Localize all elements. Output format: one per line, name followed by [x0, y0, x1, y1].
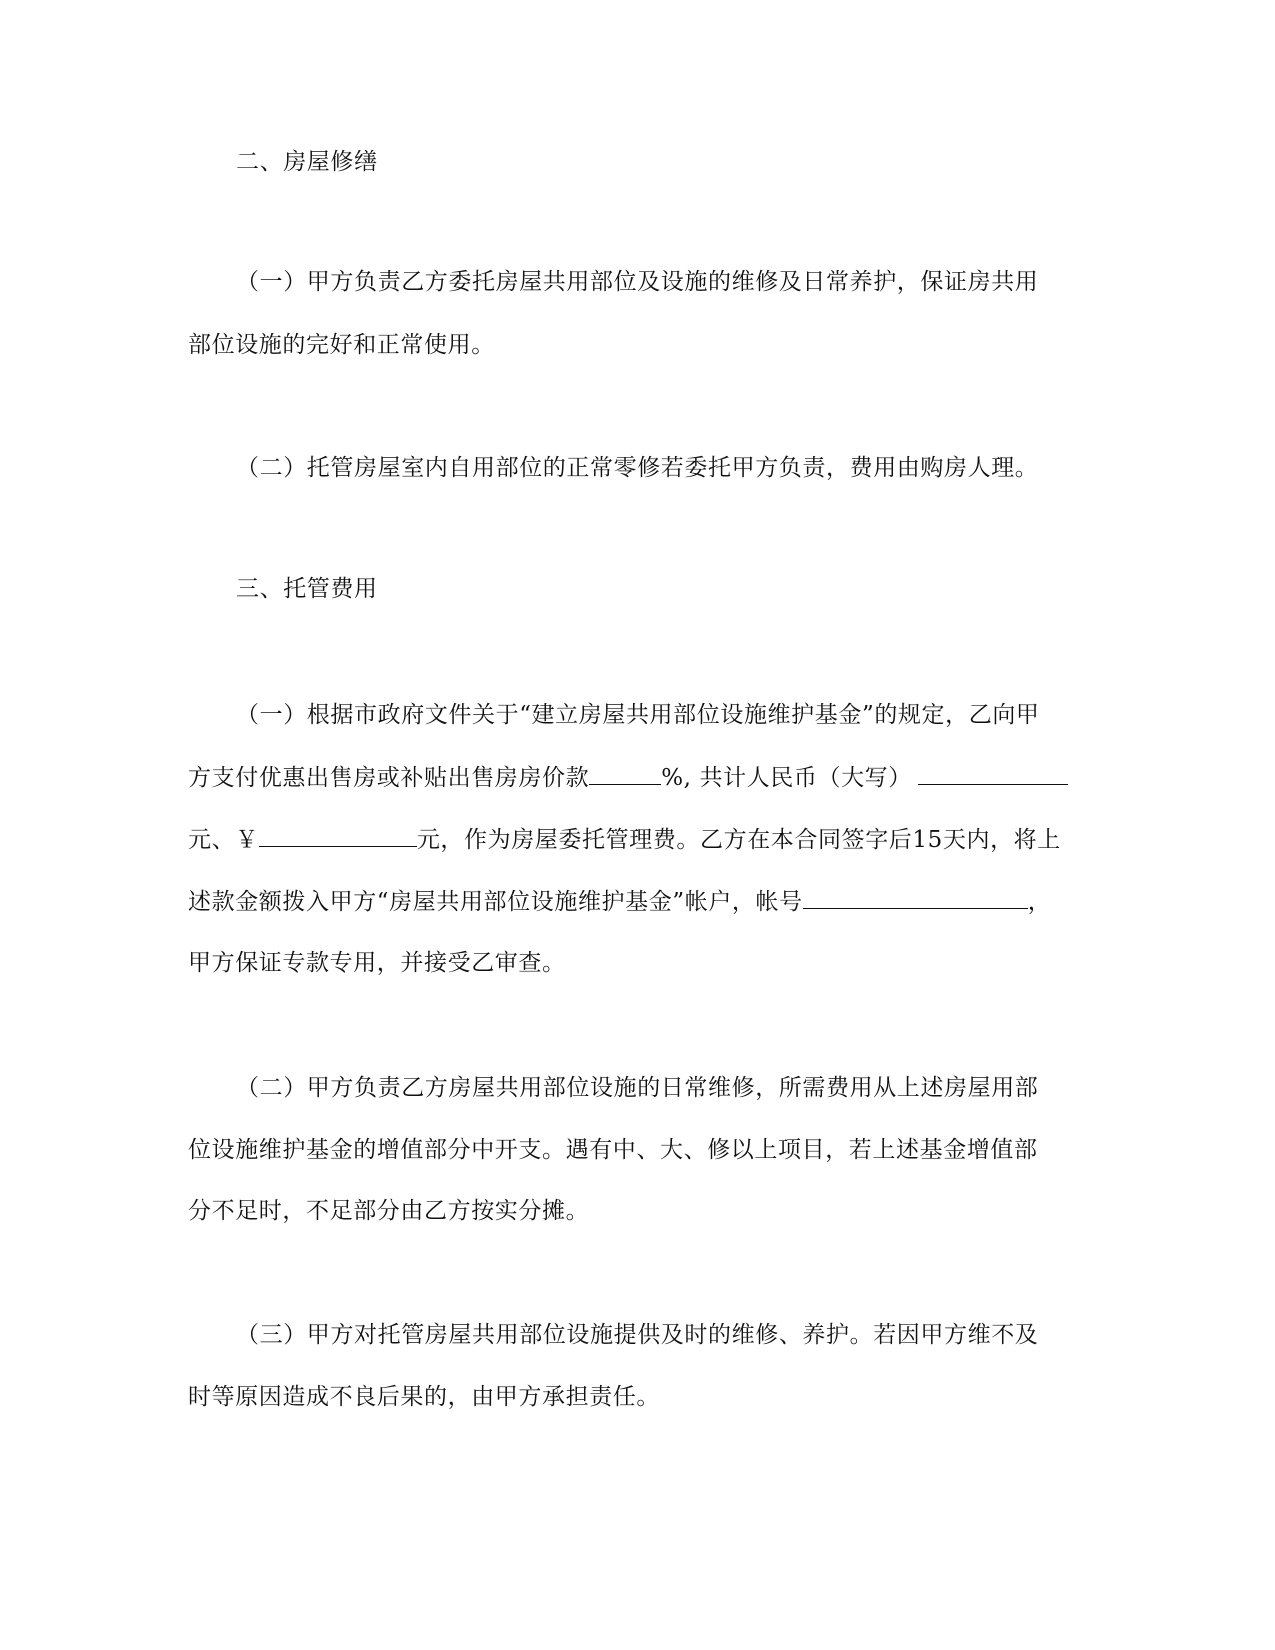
section-3-item-2-line-1: （二）甲方负责乙方房屋共用部位设施的日常维修，所需费用从上述房屋用部: [236, 1075, 1039, 1101]
yuan-currency-text: 元、￥: [188, 827, 259, 853]
account-transfer-text: 述款金额拨入甲方“房屋共用部位设施维护基金”帐户，帐号: [188, 889, 803, 915]
account-comma: ，: [1027, 889, 1052, 915]
section-3-heading: 三、托管费用: [236, 576, 378, 602]
price-percentage-text: 方支付优惠出售房或补贴出售房房价款: [188, 765, 590, 791]
section-3-item-2-line-3: 分不足时，不足部分由乙方按实分摊。: [188, 1198, 590, 1224]
section-3-item-3-line-1: （三）甲方对托管房屋共用部位设施提供及时的维修、养护。若因甲方维不及: [236, 1322, 1039, 1348]
management-fee-text: 元，作为房屋委托管理费。乙方在本合同签字后15天内，将上: [416, 827, 1061, 853]
amount-in-figures-blank: [259, 824, 417, 847]
percentage-blank: [589, 762, 661, 785]
section-2-item-1-line-2: 部位设施的完好和正常使用。: [188, 332, 495, 358]
amount-in-words-blank: [918, 762, 1068, 785]
section-3-item-2-line-2: 位设施维护基金的增值部分中开支。遇有中、大、修以上项目，若上述基金增值部: [188, 1137, 1038, 1163]
account-number-blank: [803, 886, 1028, 909]
section-2-item-2-line-1: （二）托管房屋室内自用部位的正常零修若委托甲方负责，费用由购房人理。: [236, 455, 1039, 481]
section-3-item-1-line-1: （一）根据市政府文件关于“建立房屋共用部位设施维护基金”的规定，乙向甲: [236, 702, 1040, 728]
total-amount-text: %, 共计人民币（大写）: [661, 765, 912, 791]
section-3-item-1-line-5: 甲方保证专款专用，并接受乙审查。: [188, 950, 566, 976]
section-3-item-1-line-3: [188, 824, 1061, 855]
section-2-heading: 二、房屋修缮: [236, 149, 378, 175]
section-2-item-1-line-1: （一）甲方负责乙方委托房屋共用部位及设施的维修及日常养护，保证房共用: [236, 269, 1039, 295]
section-3-item-1-line-4: [188, 886, 1051, 917]
section-3-item-1-line-2: [188, 762, 1068, 793]
section-3-item-3-line-2: 时等原因造成不良后果的，由甲方承担责任。: [188, 1384, 660, 1410]
